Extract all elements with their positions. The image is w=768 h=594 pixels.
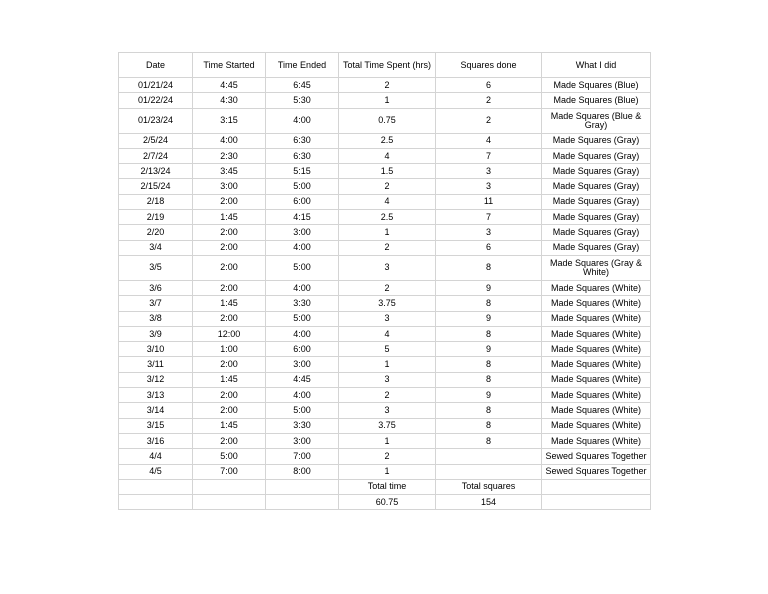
cell-what-i-did[interactable]: Made Squares (Blue) [542, 93, 651, 108]
cell-time-started[interactable]: 7:00 [193, 464, 266, 479]
cell-time-ended[interactable]: 6:30 [266, 148, 339, 163]
cell-date[interactable]: 01/21/24 [119, 78, 193, 93]
table-row [119, 164, 651, 179]
cell-total-time[interactable]: 3 [339, 372, 436, 387]
cell-squares-done[interactable]: 9 [436, 388, 542, 403]
cell-date[interactable]: 2/19 [119, 210, 193, 225]
table-row [119, 403, 651, 418]
cell-what-i-did[interactable]: Made Squares (Gray) [542, 225, 651, 240]
cell-time-started[interactable]: 2:00 [193, 194, 266, 209]
cell-squares-done[interactable]: 8 [436, 403, 542, 418]
cell-time-started[interactable]: 2:00 [193, 280, 266, 295]
cell-total-time[interactable]: Total time [339, 479, 436, 494]
cell-squares-done[interactable]: 9 [436, 280, 542, 295]
cell-squares-done[interactable]: 3 [436, 164, 542, 179]
cell-what-i-did[interactable]: Made Squares (White) [542, 372, 651, 387]
cell-total-time[interactable]: 1 [339, 357, 436, 372]
header-time-ended[interactable]: Time Ended [266, 53, 339, 78]
cell-time-started[interactable]: 4:00 [193, 133, 266, 148]
cell-time-ended[interactable]: 4:00 [266, 326, 339, 341]
cell-total-time[interactable]: 4 [339, 326, 436, 341]
cell-time-started[interactable]: 12:00 [193, 326, 266, 341]
table-row [119, 93, 651, 108]
cell-time-ended[interactable]: 8:00 [266, 464, 339, 479]
cell-date[interactable]: 01/23/24 [119, 108, 193, 133]
cell-what-i-did[interactable]: Made Squares (Gray) [542, 148, 651, 163]
cell-time-started[interactable]: 2:00 [193, 388, 266, 403]
header-row [119, 53, 651, 78]
cell-squares-done[interactable]: 4 [436, 133, 542, 148]
table-row [119, 311, 651, 326]
cell-squares-done[interactable]: 8 [436, 255, 542, 280]
table-row [119, 133, 651, 148]
cell-time-started[interactable]: 2:00 [193, 311, 266, 326]
cell-date[interactable]: 3/8 [119, 311, 193, 326]
cell-time-ended[interactable]: 3:00 [266, 433, 339, 448]
cell-total-time[interactable]: 60.75 [339, 495, 436, 510]
cell-time-ended[interactable]: 6:00 [266, 194, 339, 209]
cell-date[interactable]: 3/16 [119, 433, 193, 448]
table-row [119, 449, 651, 464]
cell-total-time[interactable]: 2 [339, 78, 436, 93]
cell-squares-done[interactable]: 2 [436, 108, 542, 133]
table-row [119, 418, 651, 433]
cell-total-time[interactable]: 3.75 [339, 296, 436, 311]
cell-time-started[interactable]: 2:00 [193, 255, 266, 280]
cell-time-ended[interactable]: 6:45 [266, 78, 339, 93]
totals-label-row [119, 479, 651, 494]
cell-squares-done[interactable]: 7 [436, 210, 542, 225]
cell-date[interactable]: 4/4 [119, 449, 193, 464]
cell-total-time[interactable]: 1 [339, 464, 436, 479]
cell-squares-done[interactable]: 8 [436, 372, 542, 387]
cell-total-time[interactable]: 2 [339, 179, 436, 194]
cell-total-time[interactable]: 1 [339, 433, 436, 448]
cell-what-i-did[interactable]: Made Squares (Gray) [542, 133, 651, 148]
table-row [119, 240, 651, 255]
cell-squares-done[interactable]: 7 [436, 148, 542, 163]
cell-time-ended[interactable]: 4:15 [266, 210, 339, 225]
cell-what-i-did[interactable]: Made Squares (White) [542, 311, 651, 326]
cell-total-time[interactable]: 3.75 [339, 418, 436, 433]
cell-total-time[interactable]: 3 [339, 403, 436, 418]
cell-date[interactable]: 3/15 [119, 418, 193, 433]
table-row [119, 342, 651, 357]
cell-squares-done[interactable]: 6 [436, 240, 542, 255]
table-row [119, 179, 651, 194]
cell-time-ended[interactable]: 6:30 [266, 133, 339, 148]
cell-time-started[interactable]: 2:00 [193, 240, 266, 255]
cell-what-i-did[interactable] [542, 495, 651, 510]
cell-what-i-did[interactable]: Made Squares (White) [542, 357, 651, 372]
cell-date[interactable]: 3/14 [119, 403, 193, 418]
cell-squares-done[interactable]: Total squares [436, 479, 542, 494]
cell-total-time[interactable]: 2 [339, 449, 436, 464]
cell-squares-done[interactable]: 2 [436, 93, 542, 108]
cell-time-started[interactable]: 5:00 [193, 449, 266, 464]
table-row [119, 433, 651, 448]
cell-time-ended[interactable]: 3:30 [266, 296, 339, 311]
cell-time-started[interactable]: 2:00 [193, 357, 266, 372]
cell-time-started[interactable]: 1:45 [193, 296, 266, 311]
cell-squares-done[interactable] [436, 464, 542, 479]
cell-what-i-did[interactable]: Made Squares (Gray) [542, 179, 651, 194]
cell-total-time[interactable]: 2 [339, 280, 436, 295]
totals-value-row [119, 495, 651, 510]
cell-squares-done[interactable]: 8 [436, 433, 542, 448]
cell-what-i-did[interactable]: Made Squares (Gray) [542, 164, 651, 179]
cell-time-ended[interactable]: 5:00 [266, 255, 339, 280]
cell-squares-done[interactable]: 8 [436, 296, 542, 311]
cell-time-ended[interactable]: 5:00 [266, 311, 339, 326]
table-row [119, 464, 651, 479]
cell-what-i-did[interactable]: Made Squares (White) [542, 403, 651, 418]
cell-time-ended[interactable]: 4:00 [266, 240, 339, 255]
log-table-body [119, 53, 651, 510]
cell-time-started[interactable]: 3:45 [193, 164, 266, 179]
table-row [119, 108, 651, 133]
cell-date[interactable] [119, 479, 193, 494]
cell-what-i-did[interactable]: Made Squares (White) [542, 326, 651, 341]
cell-time-started[interactable]: 3:15 [193, 108, 266, 133]
cell-date[interactable]: 2/13/24 [119, 164, 193, 179]
cell-what-i-did[interactable]: Made Squares (White) [542, 433, 651, 448]
cell-time-started[interactable] [193, 495, 266, 510]
table-row [119, 388, 651, 403]
cell-what-i-did[interactable]: Made Squares (Gray) [542, 240, 651, 255]
cell-what-i-did[interactable]: Sewed Squares Together [542, 449, 651, 464]
cell-total-time[interactable]: 1.5 [339, 164, 436, 179]
cell-time-started[interactable]: 4:30 [193, 93, 266, 108]
cell-what-i-did[interactable]: Made Squares (Gray) [542, 194, 651, 209]
cell-squares-done[interactable]: 6 [436, 78, 542, 93]
table-row [119, 210, 651, 225]
cell-time-started[interactable]: 1:45 [193, 418, 266, 433]
cell-total-time[interactable]: 2 [339, 388, 436, 403]
cell-date[interactable]: 2/20 [119, 225, 193, 240]
cell-date[interactable]: 4/5 [119, 464, 193, 479]
header-squares-done[interactable]: Squares done [436, 53, 542, 78]
cell-what-i-did[interactable]: Made Squares (Blue & Gray) [542, 108, 651, 133]
cell-date[interactable]: 2/18 [119, 194, 193, 209]
cell-squares-done[interactable]: 11 [436, 194, 542, 209]
cell-time-ended[interactable]: 5:00 [266, 179, 339, 194]
cell-what-i-did[interactable] [542, 479, 651, 494]
cell-squares-done[interactable]: 8 [436, 357, 542, 372]
cell-time-ended[interactable]: 4:00 [266, 388, 339, 403]
cell-what-i-did[interactable]: Made Squares (Blue) [542, 78, 651, 93]
cell-total-time[interactable]: 3 [339, 255, 436, 280]
table-row [119, 225, 651, 240]
cell-what-i-did[interactable]: Made Squares (White) [542, 342, 651, 357]
cell-total-time[interactable]: 4 [339, 148, 436, 163]
cell-total-time[interactable]: 1 [339, 93, 436, 108]
cell-date[interactable]: 2/7/24 [119, 148, 193, 163]
cell-time-started[interactable]: 2:30 [193, 148, 266, 163]
cell-date[interactable]: 3/11 [119, 357, 193, 372]
cell-time-ended[interactable]: 6:00 [266, 342, 339, 357]
cell-time-ended[interactable]: 3:00 [266, 225, 339, 240]
cell-what-i-did[interactable]: Made Squares (White) [542, 418, 651, 433]
cell-time-ended[interactable]: 4:45 [266, 372, 339, 387]
cell-total-time[interactable]: 2.5 [339, 210, 436, 225]
cell-time-ended[interactable]: 4:00 [266, 108, 339, 133]
header-total-time[interactable]: Total Time Spent (hrs) [339, 53, 436, 78]
cell-total-time[interactable]: 5 [339, 342, 436, 357]
table-row [119, 280, 651, 295]
cell-squares-done[interactable]: 8 [436, 418, 542, 433]
cell-what-i-did[interactable]: Made Squares (White) [542, 388, 651, 403]
cell-what-i-did[interactable]: Made Squares (Gray & White) [542, 255, 651, 280]
cell-time-started[interactable]: 4:45 [193, 78, 266, 93]
cell-date[interactable]: 3/12 [119, 372, 193, 387]
table-row [119, 296, 651, 311]
log-table [118, 52, 651, 510]
cell-time-started[interactable]: 1:45 [193, 372, 266, 387]
cell-time-ended[interactable] [266, 495, 339, 510]
cell-time-started[interactable]: 2:00 [193, 403, 266, 418]
cell-date[interactable]: 2/5/24 [119, 133, 193, 148]
cell-total-time[interactable]: 1 [339, 225, 436, 240]
cell-time-ended[interactable]: 5:15 [266, 164, 339, 179]
table-row [119, 194, 651, 209]
cell-total-time[interactable]: 0.75 [339, 108, 436, 133]
cell-date[interactable]: 3/9 [119, 326, 193, 341]
cell-what-i-did[interactable]: Made Squares (Gray) [542, 210, 651, 225]
cell-time-ended[interactable]: 3:00 [266, 357, 339, 372]
cell-time-ended[interactable]: 5:00 [266, 403, 339, 418]
cell-date[interactable]: 3/7 [119, 296, 193, 311]
cell-time-started[interactable]: 2:00 [193, 433, 266, 448]
cell-time-ended[interactable]: 4:00 [266, 280, 339, 295]
cell-time-ended[interactable]: 5:30 [266, 93, 339, 108]
cell-date[interactable]: 2/15/24 [119, 179, 193, 194]
header-date[interactable]: Date [119, 53, 193, 78]
cell-what-i-did[interactable]: Made Squares (White) [542, 280, 651, 295]
cell-time-ended[interactable] [266, 479, 339, 494]
cell-time-started[interactable] [193, 479, 266, 494]
cell-time-started[interactable]: 3:00 [193, 179, 266, 194]
table-row [119, 78, 651, 93]
cell-squares-done[interactable]: 154 [436, 495, 542, 510]
cell-squares-done[interactable] [436, 449, 542, 464]
cell-total-time[interactable]: 2 [339, 240, 436, 255]
cell-total-time[interactable]: 3 [339, 311, 436, 326]
cell-date[interactable]: 01/22/24 [119, 93, 193, 108]
cell-squares-done[interactable]: 9 [436, 311, 542, 326]
header-what-i-did[interactable]: What I did [542, 53, 651, 78]
cell-date[interactable]: 3/4 [119, 240, 193, 255]
cell-squares-done[interactable]: 3 [436, 225, 542, 240]
cell-total-time[interactable]: 2.5 [339, 133, 436, 148]
table-row [119, 372, 651, 387]
cell-date[interactable]: 3/10 [119, 342, 193, 357]
cell-date[interactable] [119, 495, 193, 510]
cell-date[interactable]: 3/13 [119, 388, 193, 403]
cell-what-i-did[interactable]: Made Squares (White) [542, 296, 651, 311]
cell-time-started[interactable]: 1:45 [193, 210, 266, 225]
table-row [119, 148, 651, 163]
cell-squares-done[interactable]: 3 [436, 179, 542, 194]
cell-squares-done[interactable]: 8 [436, 326, 542, 341]
cell-what-i-did[interactable]: Sewed Squares Together [542, 464, 651, 479]
cell-time-started[interactable]: 1:00 [193, 342, 266, 357]
table-row [119, 255, 651, 280]
cell-date[interactable]: 3/6 [119, 280, 193, 295]
cell-squares-done[interactable]: 9 [436, 342, 542, 357]
table-row [119, 326, 651, 341]
header-time-started[interactable]: Time Started [193, 53, 266, 78]
cell-date[interactable]: 3/5 [119, 255, 193, 280]
cell-time-ended[interactable]: 7:00 [266, 449, 339, 464]
cell-time-started[interactable]: 2:00 [193, 225, 266, 240]
table-row [119, 357, 651, 372]
cell-total-time[interactable]: 4 [339, 194, 436, 209]
cell-time-ended[interactable]: 3:30 [266, 418, 339, 433]
